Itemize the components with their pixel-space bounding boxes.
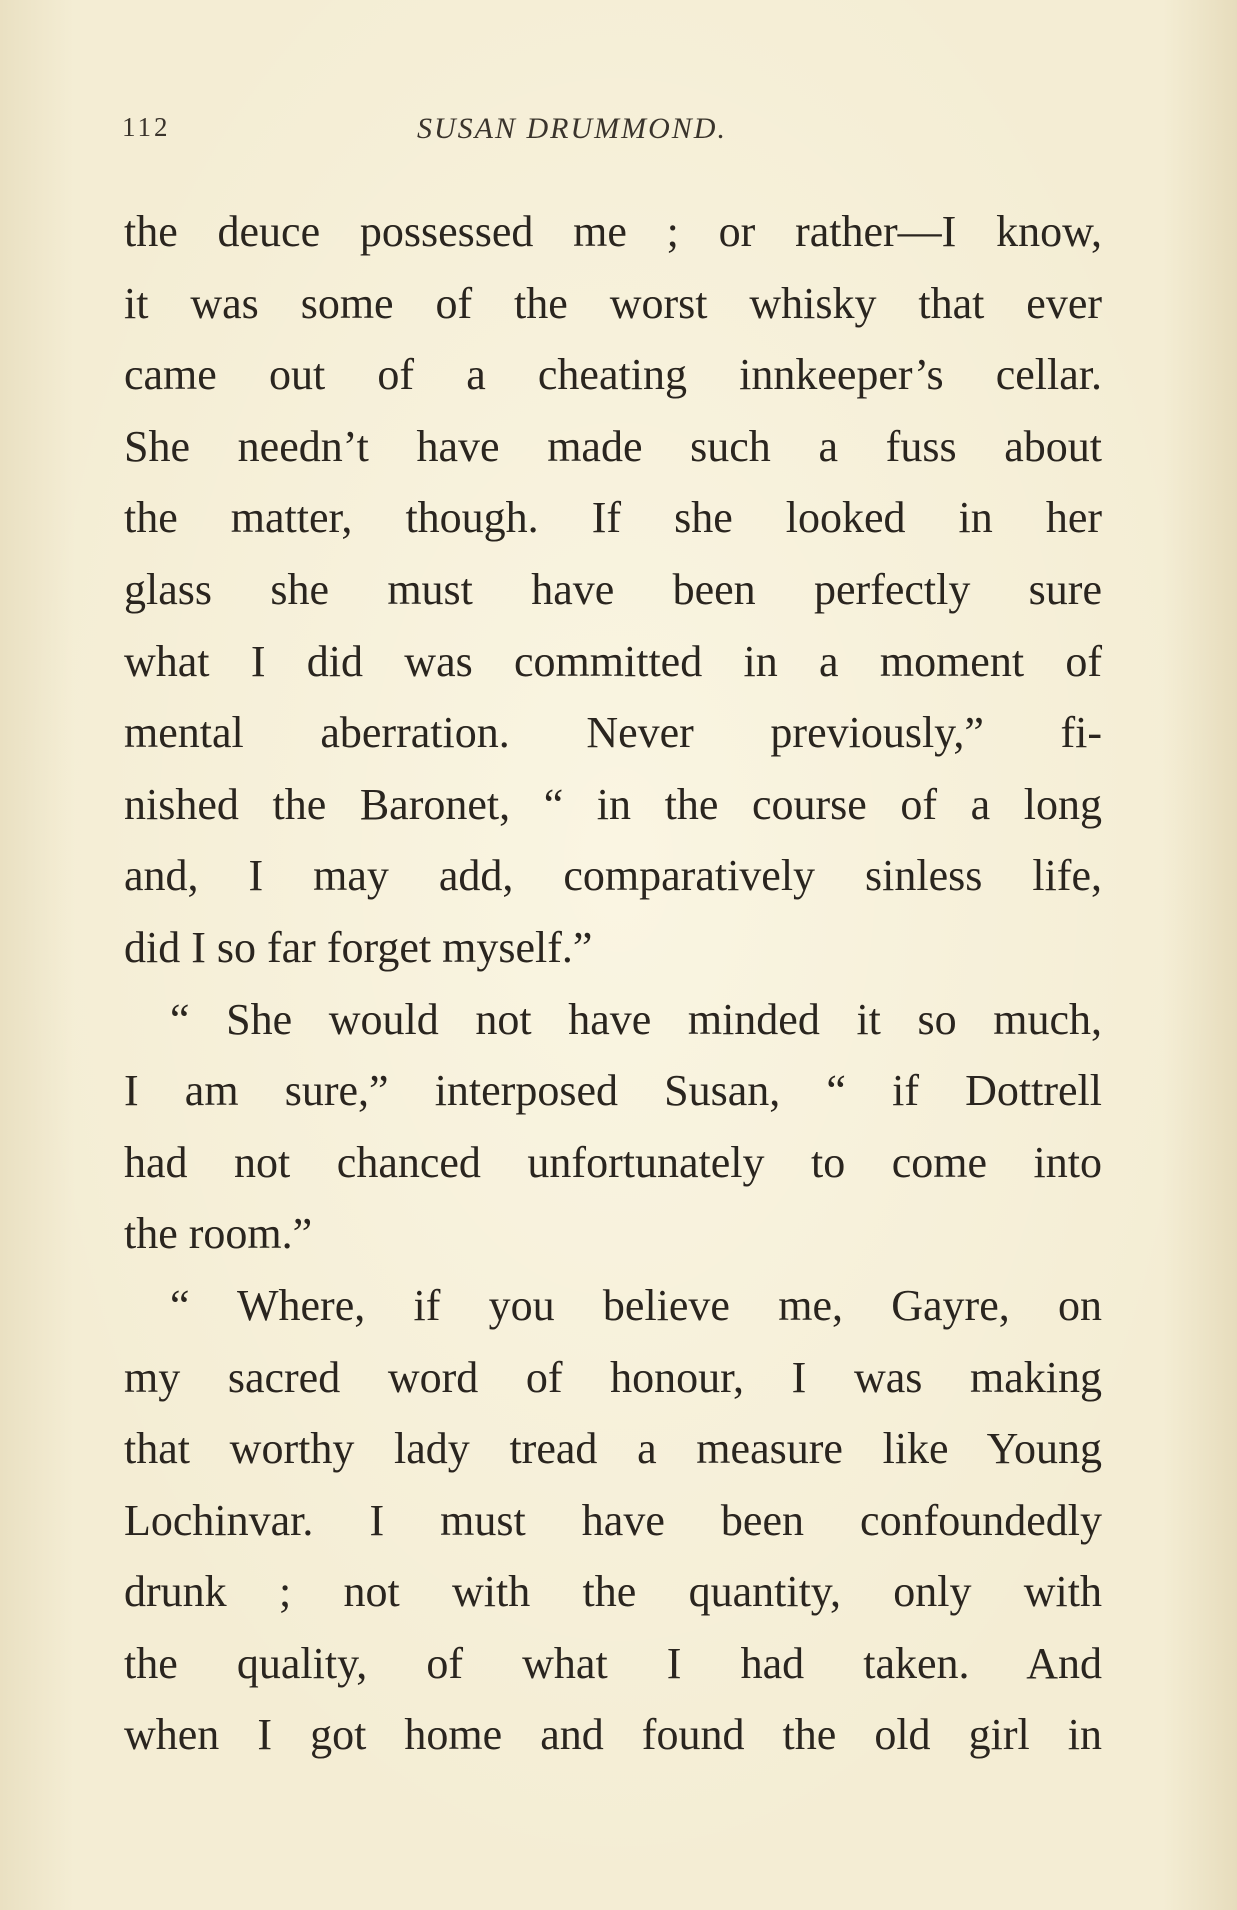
page-number: 112 [122, 112, 171, 142]
body-text [124, 196, 1102, 1771]
text-line: it was some of the worst whisky that ever [124, 278, 1102, 328]
text-line: came out of a cheating innkeeper’s cellar. [124, 350, 1102, 400]
text-line: what I did was committed in a moment of [124, 636, 1102, 686]
text-line: She needn’t have made such a fuss about [124, 421, 1102, 471]
text-line: when I got home and found the old girl in [124, 1710, 1102, 1760]
text-line: the quality, of what I had taken. And [124, 1638, 1102, 1688]
running-title: SUSAN DRUMMOND. [417, 112, 727, 145]
text-line: I am sure,” interposed Susan, “ if Dottrell [124, 1066, 1102, 1116]
text-line: had not chanced unfortunately to come into [124, 1137, 1102, 1187]
running-head [122, 112, 1112, 152]
text-line: drunk ; not with the quantity, only with [124, 1567, 1102, 1617]
text-line: and, I may add, comparatively sinless life, [124, 851, 1102, 901]
text-line: nished the Baronet, “ in the course of a long [124, 779, 1102, 829]
text-line: the matter, though. If she looked in her [124, 493, 1102, 543]
text-line: Lochinvar. I must have been confoundedly [124, 1495, 1102, 1545]
text-line: the deuce possessed me ; or rather—I know, [124, 207, 1102, 256]
text-line: “ She would not have minded it so much, [170, 994, 1102, 1044]
text-line: glass she must have been perfectly sure [124, 564, 1102, 614]
text-line: mental aberration. Never previously,” fi- [124, 708, 1102, 758]
text-line: the room.” [124, 1209, 313, 1259]
text-line: that worthy lady tread a measure like Young [124, 1424, 1102, 1474]
text-line: “ Where, if you believe me, Gayre, on [170, 1280, 1102, 1330]
text-line: my sacred word of honour, I was making [124, 1352, 1102, 1402]
text-line: did I so far forget myself.” [124, 922, 593, 972]
